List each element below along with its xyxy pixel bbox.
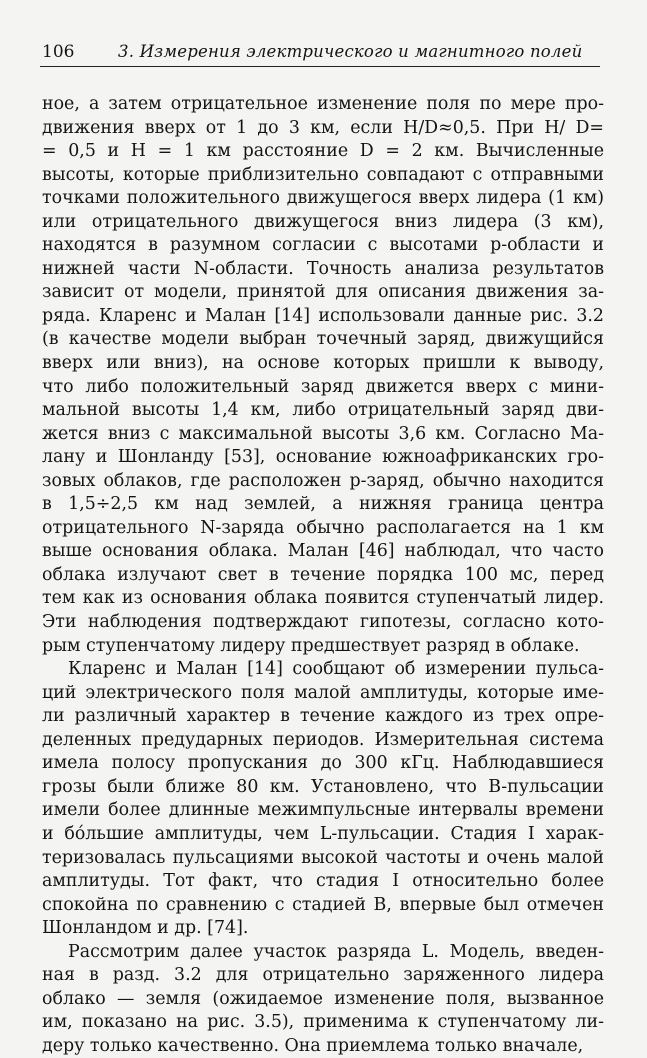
text-line: нижней части N-области. Точность анализа результатов xyxy=(42,258,604,279)
text-line: находятся в разумном согласии с высотами p-области и xyxy=(42,235,604,256)
page-number: 106 xyxy=(42,42,75,62)
text-line: ли различный характер в течение каждого из трех опре- xyxy=(42,706,604,727)
text-line: ряда. Кларенс и Малан [14] использовали данные рис. 3.2 xyxy=(42,305,604,326)
page-header xyxy=(40,38,600,67)
text-line: Кларенс и Малан [14] сообщают об измерении пульса- xyxy=(68,659,604,680)
text-line: имела полосу пропускания до 300 кГц. Наблюдавшиеся xyxy=(42,753,604,774)
text-line: что либо положительный заряд движется вверх с мини- xyxy=(42,376,604,397)
text-line: Шонландом и др. [74]. xyxy=(42,918,249,939)
body-text xyxy=(42,93,604,1058)
text-line: спокойна по сравнению с стадией B, впервые был отмечен xyxy=(42,894,604,915)
text-line: в 1,5÷2,5 км над землей, а нижняя граница центра xyxy=(42,494,604,515)
text-line: ций электрического поля малой амплитуды, которые име- xyxy=(42,682,604,703)
text-line: = 0,5 и H = 1 км расстояние D = 2 км. Вычисленные xyxy=(42,141,604,162)
text-line: деру только качественно. Она приемлема только вначале, xyxy=(42,1035,584,1056)
paragraph xyxy=(42,658,604,941)
text-line: грозы были ближе 80 км. Установлено, что B-пульсации xyxy=(42,776,604,797)
text-line: точками положительного движущегося вверх лидера (1 км) xyxy=(42,188,604,209)
text-line: движения вверх от 1 до 3 км, если H/D≈0,5. При H/ D= xyxy=(42,117,604,138)
running-title: 3. Измерения электрического и магнитного полей xyxy=(118,42,583,61)
text-line: зависит от модели, принятой для описания движения за- xyxy=(42,282,604,303)
text-line: рым ступенчатому лидеру предшествует разряд в облаке. xyxy=(42,635,580,656)
text-line: ное, а затем отрицательное изменение поля по мере про- xyxy=(42,94,604,114)
text-line: или отрицательного движущегося вниз лидера (3 км), xyxy=(42,211,604,232)
text-line: Эти наблюдения подтверждают гипотезы, согласно кото- xyxy=(42,612,604,633)
text-line: выше основания облака. Малан [46] наблюдал, что часто xyxy=(42,541,604,562)
text-line: им, показано на рис. 3.5), применима к ступенчатому ли- xyxy=(42,1012,604,1033)
text-line: зовых облаков, где расположен p-заряд, обычно находится xyxy=(42,470,604,491)
text-line: теризовалась пульсациями высокой частоты и очень малой xyxy=(42,847,604,868)
text-line: и бо́льшие амплитуды, чем L-пульсации. Стадия I харак- xyxy=(42,823,604,844)
text-line: отрицательного N-заряда обычно располагается на 1 км xyxy=(42,517,604,538)
text-line: вверх или вниз), на основе которых пришли к выводу, xyxy=(42,353,604,374)
text-line: облака излучают свет в течение порядка 100 мс, перед xyxy=(42,564,604,585)
text-line: (в качестве модели выбран точечный заряд, движущийся xyxy=(42,329,604,350)
text-line: ная в разд. 3.2 для отрицательно заряженного лидера xyxy=(42,965,604,986)
paragraph xyxy=(42,941,604,1058)
text-line: мальной высоты 1,4 км, либо отрицательный заряд дви- xyxy=(42,400,604,421)
text-line: лану и Шонланду [53], основание южноафриканских гро- xyxy=(42,447,604,468)
text-line: Рассмотрим далее участок разряда L. Модель, введен- xyxy=(68,941,604,962)
text-line: имели более длинные межимпульсные интервалы времени xyxy=(42,800,604,821)
text-line: жется вниз с максимальной высоты 3,6 км. Согласно Ма- xyxy=(42,423,604,444)
text-line: деленных предударных периодов. Измерительная система xyxy=(42,729,604,750)
text-line: тем как из основания облака появится ступенчатый лидер. xyxy=(42,588,604,609)
text-line: амплитуды. Тот факт, что стадия I относительно более xyxy=(42,871,604,892)
paragraph xyxy=(42,93,604,658)
text-line: высоты, которые приблизительно совпадают с отправными xyxy=(42,164,604,185)
text-line: облако — земля (ожидаемое изменение поля, вызванное xyxy=(42,988,604,1009)
